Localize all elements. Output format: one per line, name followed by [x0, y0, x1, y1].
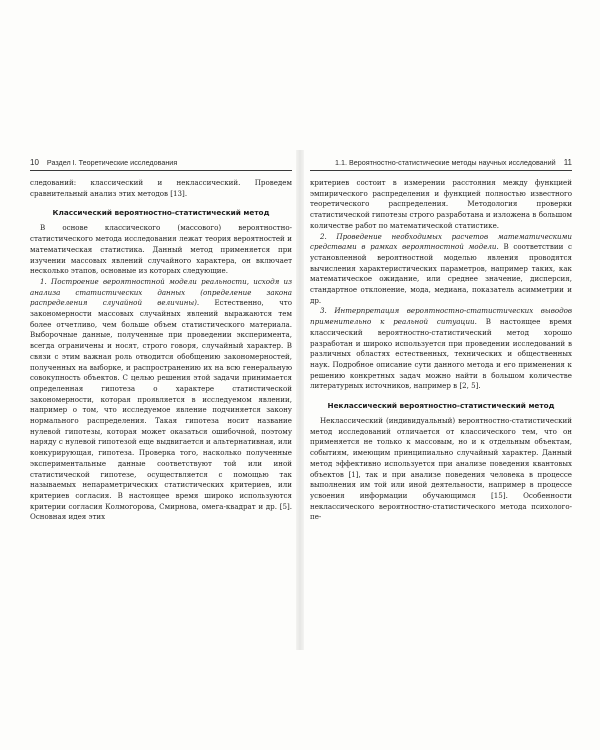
right-running-head [310, 158, 572, 171]
right-paragraph-0: критериев состоит в измерении расстояния между функцией эмпирического распределения и функцией полностью известного теоретического распределения. Методология проверки статистической гипотезы строго разработана и изложена в большом количестве работ по математической статистике. [310, 178, 572, 230]
right-paragraph-1-italic: 2. Проведение необходимых расчетов математическими средствами в рамках вероятностной модели. [310, 231, 572, 252]
left-paragraph-2-italic: 1. Построение вероятностной модели реальности, исходя из анализа статистических данных (определение закона распределения случайной величины). [30, 276, 292, 308]
left-running-head-title: Раздел I. Теоретические исследования [46, 158, 178, 167]
left-paragraph-2-rest: Естественно, что закономерности массовых случайных явлений выражаются тем более отчетливо, чем больше объем статистического материала. Выборочные данные, полученные при проведении эксперимента, всегда ограничены и носят, строго говоря, случайный характер. В связи с этим важная роль отводится обобщению закономерностей, полученных на выборке, и распространению их на всю генеральную совокупность объектов. С целью решения этой задачи принимается определенная гипотеза о характере статистической закономерности, которая проявляется в исследуемом явлении, например о том, что исследуемое явление подчиняется закону нормального распределения. Такая гипотеза носит название нулевой гипотезы, которая может оказаться ошибочной, поэтому наряду с нулевой гипотезой еще выдвигается и альтернативная, или конкурирующая, гипотеза. Проверка того, насколько полученные экспериментальные данные соответствуют той или иной статистической гипотезе, осуществляется с помощью так называемых непараметрических статистических критериев, или критериев согласия. В настоящее время широко используются критерии согласия Колмогорова, Смирнова, омега-квадрат и др. [5]. Основная идея этих [30, 298, 292, 522]
left-paragraph-0: следований: классический и неклассический. Проведем сравнительный анализ этих методов [13]. [30, 178, 292, 198]
left-page [30, 158, 292, 658]
right-paragraph-3: Неклассический (индивидуальный) вероятностно-статистический метод исследований отличается от классического тем, что он применяется не только к массовым, но и к отдельным объектам, событиям, имеющим принципиально случайный характер. Данный метод эффективно используется при анализе поведения квантовых объектов [1], так и при анализе поведения человека в процессе выполнения им той или иной деятельности, например в процессе усвоения информации обучающимся [15]. Особенности неклассического вероятностно-статистического метода психолого-пе- [310, 416, 572, 522]
right-paragraph-2-rest: В настоящее время классический вероятностно-статистический метод хорошо разработан и широко используется при проведении исследований в различных областях естественных, технических и общественных наук. Подробное описание сути данного метода и его применения к решению конкретных задач можно найти в большом количестве литературных источников, например в [2, 5]. [310, 317, 572, 391]
section-heading-nonclassical: Неклассический вероятностно-статистический метод [327, 401, 555, 411]
right-page-body [310, 178, 572, 523]
page-number-right: 11 [563, 158, 572, 167]
left-paragraph-2 [30, 277, 292, 523]
right-paragraph-2 [310, 306, 572, 392]
right-page [310, 158, 572, 658]
section-heading-classical: Классический вероятностно-статистический метод [52, 208, 270, 218]
left-running-head [30, 158, 292, 171]
left-paragraph-1: В основе классического (массового) вероятностно-статистического метода исследования лежат теория вероятностей и математическая статистика. Данный метод применяется при изучении массовых явлений случайного характера, он включает несколько этапов, основные из которых следующие. [30, 223, 292, 276]
right-paragraph-1-rest: В соответствии с установленной вероятностной моделью явления проводятся вычисления характеристических параметров, например таких, как математическое ожидание, или среднее значение, дисперсия, стандартное отклонение, мода, медиана, показатель асимметрии и др. [310, 242, 572, 305]
book-gutter [296, 150, 304, 650]
page-number-left: 10 [30, 158, 39, 167]
right-running-head-title: 1.1. Вероятностно-статистические методы научных исследований [334, 158, 556, 167]
right-paragraph-1 [310, 232, 572, 307]
right-paragraph-2-italic: 3. Интерпретация вероятностно-статистических выводов применительно к реальной ситуации. [310, 306, 572, 327]
left-page-body [30, 178, 292, 523]
